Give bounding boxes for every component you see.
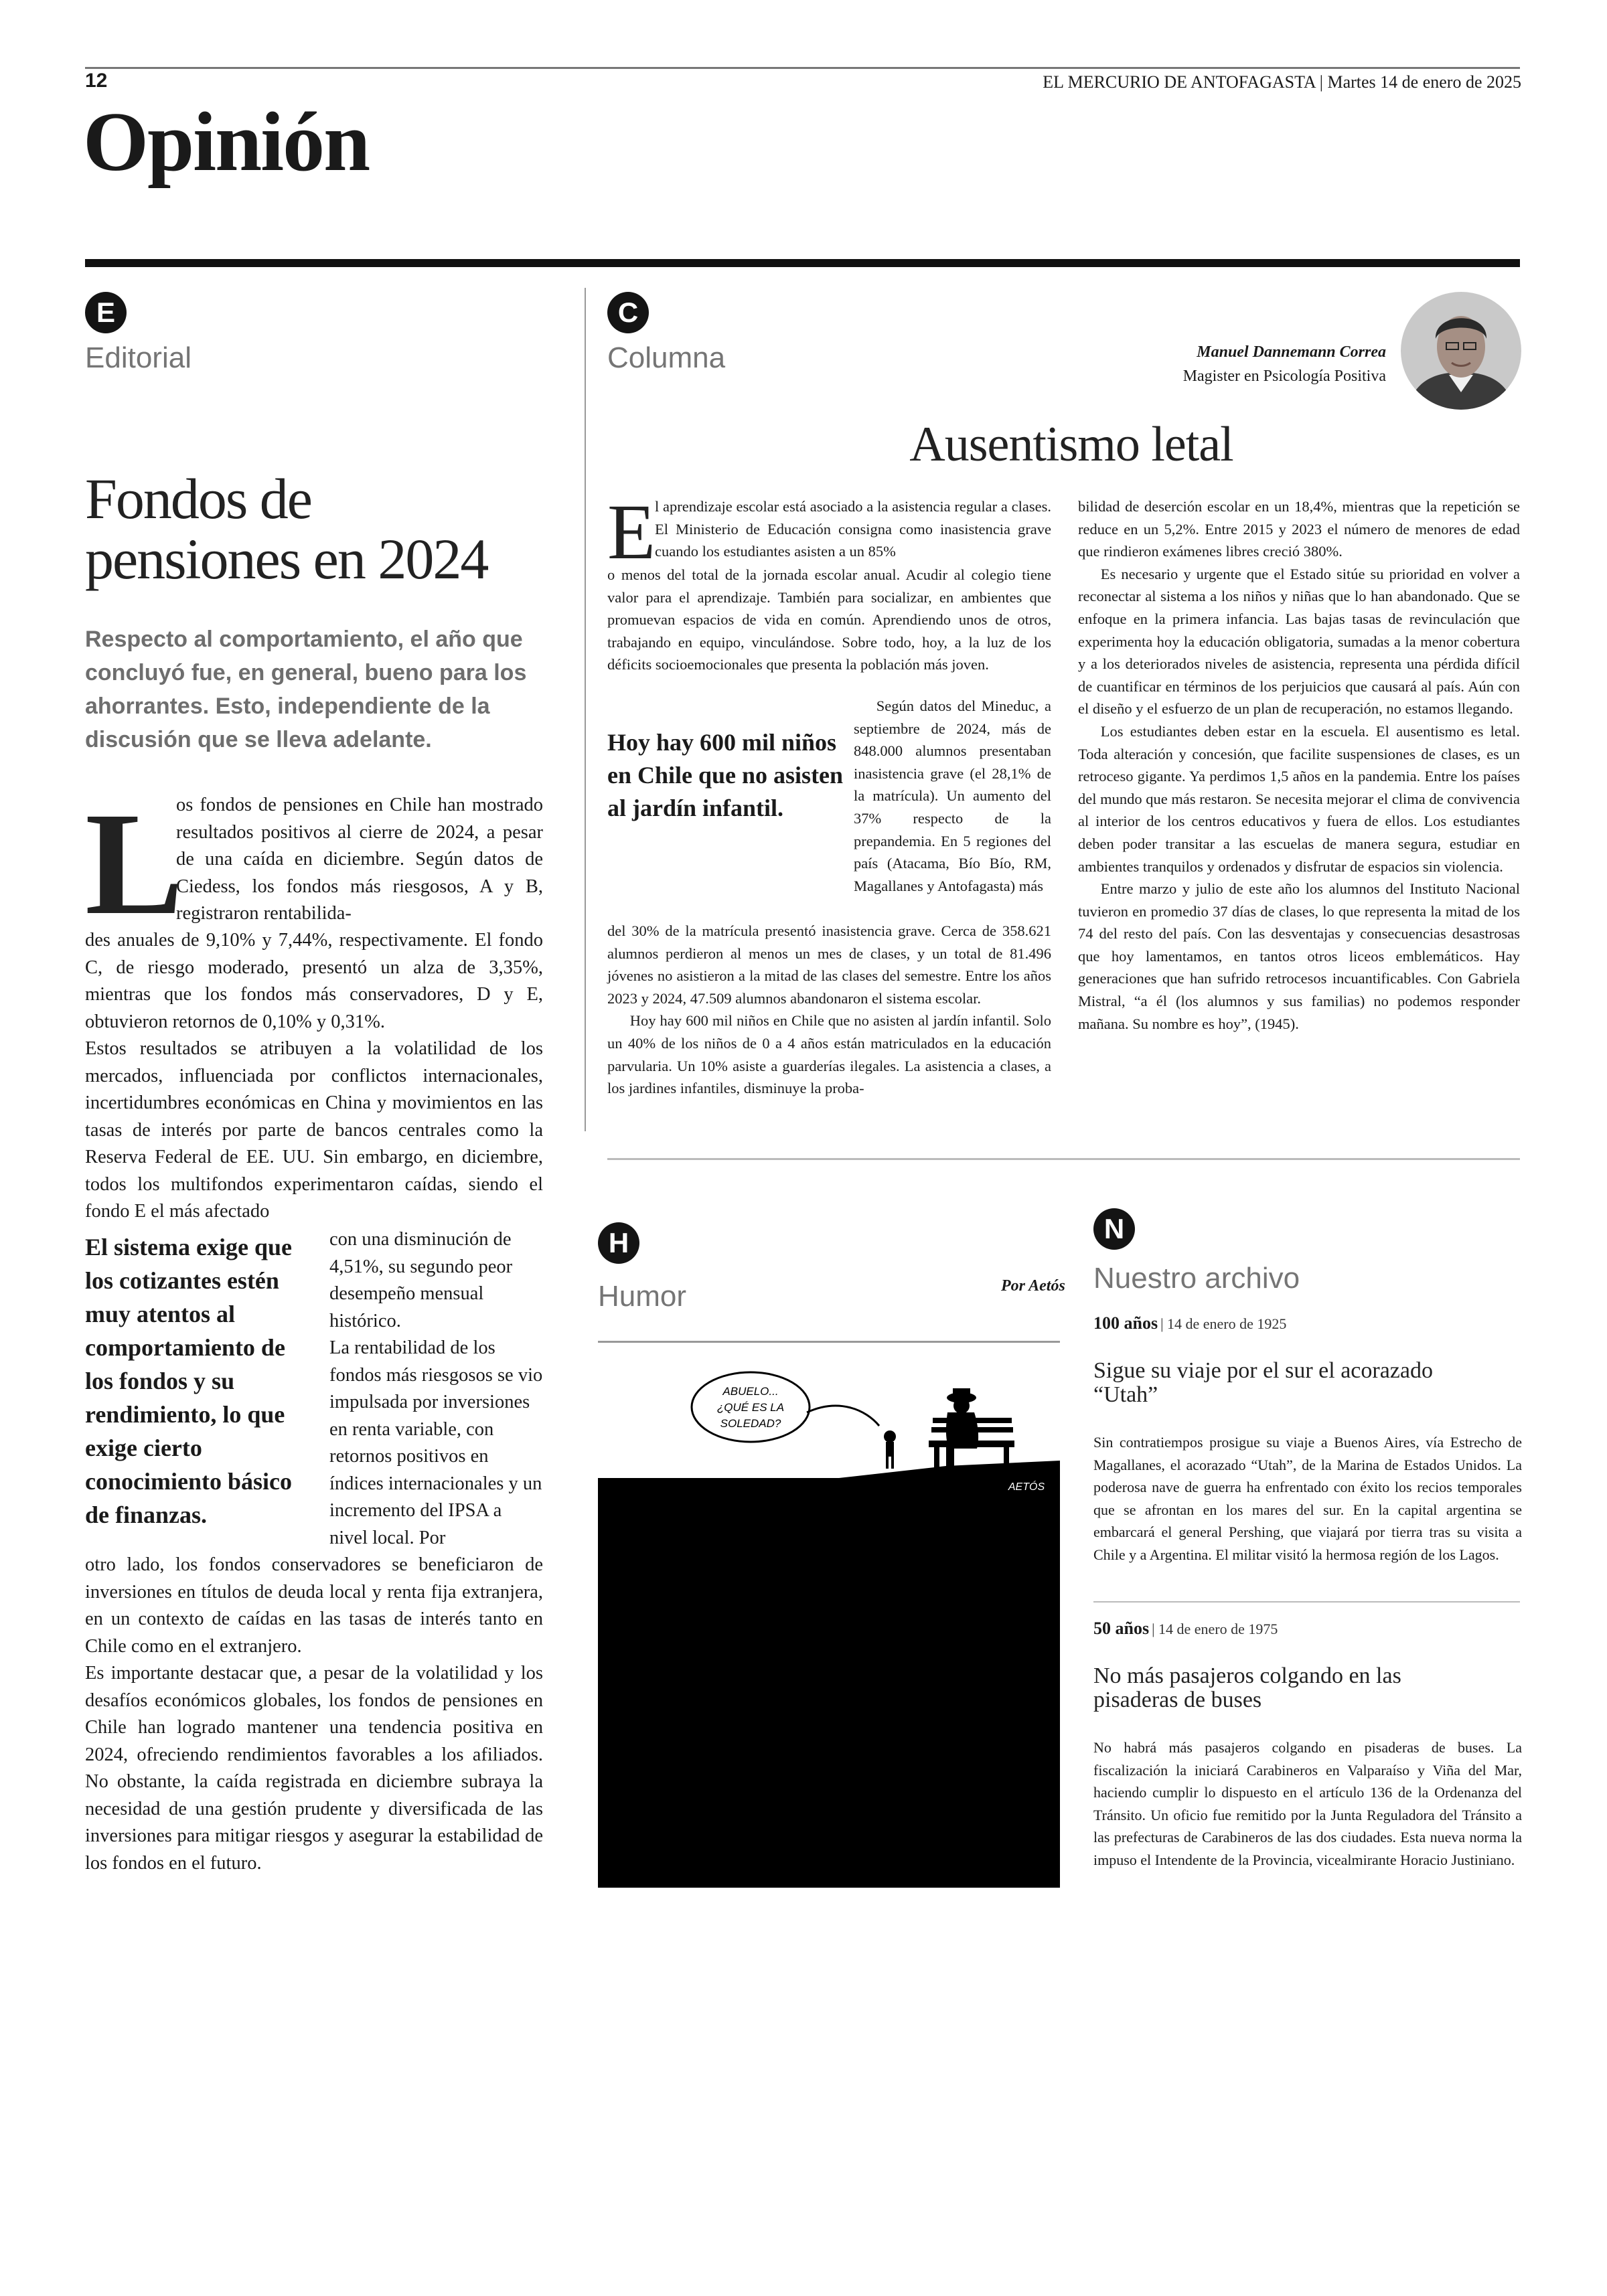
column-paragraph: Hoy hay 600 mil niños en Chile que no asisten al jardín infantil. Solo un 40% de los niños de 0 a 4 años están matriculados en la educación parvularia. Un 10% asiste a guarderías ilegales. La asistencia a clases, a los jardines infantiles, disminuye la proba- — [607, 1012, 1051, 1097]
column-body-2 — [607, 564, 1051, 676]
archive-item-body — [1093, 1431, 1522, 1566]
editorial-paragraph: Es importante destacar que, a pesar de la volatilidad y los desafíos económicos globales, los fondos de pensiones en Chile han logrado mantener una tendencia positiva en 2024, ofreciendo rendimientos favorables a los afiliados. No obstante, la caída registrada en diciembre subraya la necesidad de una gestión prudente y diversificada de las inversiones para mitigar riesgos y asegurar la estabilidad de los fondos en el futuro. — [85, 1663, 543, 1874]
editorial-lead: Respecto al comportamiento, el año que concluyó fue, en general, bueno para los ahorrantes. Esto, independiente de la discusión que se lleva adelante. — [85, 627, 527, 752]
archive-item-years: 50 años — [1093, 1619, 1150, 1638]
editorial-paragraph: La rentabilidad de los fondos más riesgosos se vio impulsada por inversiones en renta variable, con retornos positivos en índices internacionales y un incremento del IPSA a nivel local. Por — [329, 1337, 543, 1548]
publication-date: Martes 14 de enero de 2025 — [1327, 72, 1521, 92]
column-paragraph: bilidad de deserción escolar en un 18,4%, mientras que la repetición se reduce en un 5,2%. Entre 2015 y 2023 el número de menores de edad que rindieron exámenes libres creció 380%. — [1078, 498, 1520, 560]
archive-item-2: 50 años | 14 de enero de 1975 No más pasajeros colgando en las pisaderas de buses No habrá más pasajeros colgando en pisaderas de buses. La fiscalización la iniciará Carabineros en Valparaíso y Viña del Mar, haciendo cumplir lo dispuesto en el artículo 136 de la Ordenanza del Tránsito. Un oficio fue remitido por la Junta Reguladora del Tránsito a las prefecturas de Carabineros de las dos ciudades. Esta nueva norma la impuso el Intendente de la Provincia, vicealmirante Horacio Justiniano. — [1093, 1619, 1522, 1871]
column-author-title: Magister en Psicología Positiva — [1182, 367, 1386, 385]
column-badge: C — [607, 292, 649, 333]
editorial-body-2 — [85, 927, 543, 1226]
archive-headline-line: No más pasajeros colgando en las — [1093, 1663, 1401, 1688]
archive-headline-line: “Utah” — [1093, 1382, 1158, 1407]
editorial-paragraph: des anuales de 9,10% y 7,44%, respectivamente. El fondo C, de riesgo moderado, presentó un alza de 3,35%, mientras que los fondos más conservadores, D y E, obtuvieron retornos de 0,10% y 0,31%. — [85, 930, 543, 1032]
archive-paragraph: Sin contratiempos prosigue su viaje a Buenos Aires, vía Estrecho de Magallanes, el acorazado “Utah”, de la Marina de Estados Unidos. La poderosa nave de guerra ha enfrentado con éxito los recios temporales que se afrontan en los mares del sur. En la capital argentina se embarcará el general Pershing, que viajará por tierra tras su visita a Chile y a Argentina. El militar visitó la hermosa región de los Lagos. — [1093, 1434, 1522, 1563]
editorial-paragraph: otro lado, los fondos conservadores se beneficiaron de inversiones en títulos de deuda local y renta fija extranjera, en un contexto de caídas en las tasas de interés tanto en Chile como en el extranjero. — [85, 1554, 543, 1657]
humor-byline: Por Aetós — [1001, 1277, 1065, 1295]
editorial-body-1: os fondos de pensiones en Chile han mostrado resultados positivos al cierre de 2024, a pesar de una caída en diciembre. Según datos de Ciedess, los fondos más riesgosos, A y B, registraron rentabilida- — [176, 795, 543, 924]
column-paragraph: Los estudiantes deben estar en la escuela. El ausentismo es letal. Toda alteración y concesión, que facilite suspensiones de clases, es un retroceso gigante. Ya perdimos 1,5 años en la pandemia. Entre los países del mundo que más restaron. Se necesita mejorar el clima de convivencia al interior de los centros educativos y fuera de ellos. Los estudiantes deben poder transitar a las escuelas de manera segura, estudiar en ambientes tranquilos y ordenados y disfrutar de espacios sin violencia. — [1078, 722, 1520, 875]
editorial-paragraph: Estos resultados se atribuyen a la volatilidad de los mercados, influenciada por conflictos internacionales, incertidumbres económicas en China y movimientos en las tasas de interés por parte de bancos centrales como la Reserva Federal de EE. UU. Sin embargo, en diciembre, todos los multifondos experimentaron caídas, siendo el fondo E el más afectado — [85, 1038, 543, 1222]
publication-name: EL MERCURIO DE ANTOFAGASTA — [1043, 72, 1316, 92]
editorial-body-3 — [329, 1226, 544, 1552]
editorial-label: Editorial — [85, 341, 192, 374]
top-rule — [85, 67, 1520, 69]
dateline: EL MERCURIO DE ANTOFAGASTA | Martes 14 de enero de 2025 — [1043, 72, 1521, 92]
archive-item-headline — [1093, 1359, 1522, 1407]
column-paragraph: l aprendizaje escolar está asociado a la asistencia regular a clases. El Ministerio de Educación consigna como inasistencia grave cuando los estudiantes asisten a un 85% — [655, 498, 1051, 560]
column-author: Manuel Dannemann Correa — [1197, 343, 1386, 361]
editorial-paragraph: con una disminución de 4,51%, su segundo peor desempeño mensual histórico. — [329, 1229, 513, 1331]
cartoon-signature: AETÓS — [1008, 1481, 1045, 1493]
archive-divider — [1093, 1601, 1520, 1603]
editorial-badge: E — [85, 292, 127, 333]
column-paragraph: Según datos del Mineduc, a septiembre de 2024, más de 848.000 alumnos presentaban inasistencia grave (el 28,1% de la matrícula). Un aumento del 37% respecto de la prepandemia. En 5 regiones del país (Atacama, Bío Bío, RM, Magallanes y Antofagasta) más — [854, 698, 1051, 894]
column-body-1 — [655, 495, 1051, 563]
column-body-4 — [607, 920, 1051, 1100]
section-title: Opinión — [83, 96, 370, 189]
archive-item-1: 100 años | 14 de enero de 1925 Sigue su viaje por el sur el acorazado “Utah” Sin contratiempos prosigue su viaje a Buenos Aires, vía Estrecho de Magallanes, el acorazado “Utah”, de la Marina de Estados Unidos. La poderosa nave de guerra ha enfrentado con éxito los recios temporales que se afrontan en los mares del sur. En la capital argentina se embarcará el general Pershing, que viajará por tierra tras su visita a Chile y a Argentina. El militar visitó la hermosa región de los Lagos. — [1093, 1313, 1522, 1566]
editorial-pull-quote: El sistema exige que los cotizantes estén muy atentos al comportamiento de los fondos y su rendimiento, lo que exige cierto conocimiento básico de finanzas. — [85, 1234, 292, 1528]
bubble-text-line3: SOLEDAD? — [720, 1417, 781, 1430]
bubble-text-line1: ABUELO... — [722, 1385, 779, 1398]
section-rule — [85, 259, 1520, 267]
archive-label: Nuestro archivo — [1093, 1262, 1300, 1295]
editorial-headline — [85, 469, 567, 589]
column-paragraph: del 30% de la matrícula presentó inasistencia grave. Cerca de 358.621 alumnos perdieron al menos un mes de clases, y un total de 81.496 jóvenes no asistieron a la mitad de las clases del semestre. Entre los años 2023 y 2024, 47.509 alumnos abandonaron el sistema escolar. — [607, 922, 1051, 1007]
column-divider — [585, 288, 586, 1131]
editorial-body-4 — [85, 1552, 543, 1877]
column-headline: Ausentismo letal — [909, 417, 1233, 472]
archive-item-years: 100 años — [1093, 1313, 1158, 1333]
column-paragraph: Es necesario y urgente que el Estado sitúe su prioridad en volver a reconectar al sistema a los niños y niñas que lo han abandonado. Que se enfoque en la primera infancia. Las bajas tasas de revinculación que experimenta hoy la educación obligatoria, sumadas a la menor cobertura y a los deteriorados niveles de asistencia, representa una pérdida difícil de cuantificar en términos de los perjuicios que causará al país. Aún con el diseño y el esfuerzo de un plan de recuperación, no estamos llegando. — [1078, 565, 1520, 718]
archive-headline-line: Sigue su viaje por el sur el acorazado — [1093, 1358, 1433, 1383]
column-body-3 — [854, 695, 1051, 897]
editorial-drop-cap: L — [85, 782, 183, 945]
editorial-headline-line2: pensiones en 2024 — [85, 527, 488, 591]
humor-badge: H — [598, 1222, 639, 1264]
column-paragraph: Entre marzo y julio de este año los alumnos del Instituto Nacional tuvieron en promedio 37 días de clases, lo que representa la mitad de los 74 del resto del país. Con las desventajas y consecuencias desastrosas que hoy lamentamos, en tantos otros liceos emblemáticos. Hay generaciones que han sufrido retrocesos incuantificables. Con Gabriela Mistral, “a él (los alumnos y sus familias) no podemos responder mañana. Su nombre es hoy”, (1945). — [1078, 880, 1520, 1032]
archive-paragraph: No habrá más pasajeros colgando en pisaderas de buses. La fiscalización la iniciará Carabineros en Valparaíso y Viña del Mar, haciendo cumplir lo dispuesto en el artículo 136 de la Ordenanza del Tránsito. Un oficio fue remitido por la Junta Reguladora del Tránsito a las prefecturas de Carabineros de las dos ciudades. Esta nueva norma la impuso el Intendente de la Provincia, vicealmirante Horacio Justiniano. — [1093, 1739, 1522, 1868]
cartoon — [598, 1366, 1060, 1888]
archive-headline-line: pisaderas de buses — [1093, 1688, 1262, 1712]
humor-label: Humor — [598, 1280, 687, 1313]
column-drop-cap: E — [607, 488, 656, 576]
bubble-text-line2: ¿QUÉ ES LA — [716, 1401, 785, 1414]
editorial-headline-line1: Fondos de — [85, 467, 311, 531]
column-byline — [1031, 340, 1386, 388]
archive-item-date: 14 de enero de 1925 — [1166, 1315, 1287, 1332]
page-number: 12 — [85, 70, 108, 92]
archive-item-body — [1093, 1736, 1522, 1871]
column-label: Columna — [607, 341, 726, 374]
author-photo — [1401, 292, 1521, 410]
archive-item-headline — [1093, 1664, 1522, 1712]
column-paragraph: o menos del total de la jornada escolar anual. Acudir al colegio tiene valor para el aprendizaje. También para socializar, en ambientes que promuevan espacios de vida en común. Aprendiendo unos de otros, trabajando en equipo, vinculándose. Sobre todo, hoy, a la luz de los déficits socioemocionales que presenta la población más joven. — [607, 566, 1051, 673]
horizontal-divider — [607, 1158, 1520, 1160]
archive-badge: N — [1093, 1208, 1135, 1250]
column-body-5 — [1078, 495, 1520, 1035]
humor-rule — [598, 1341, 1060, 1343]
archive-item-date: 14 de enero de 1975 — [1158, 1621, 1278, 1637]
column-pull-quote: Hoy hay 600 mil niños en Chile que no asisten al jardín infantil. — [607, 729, 844, 821]
